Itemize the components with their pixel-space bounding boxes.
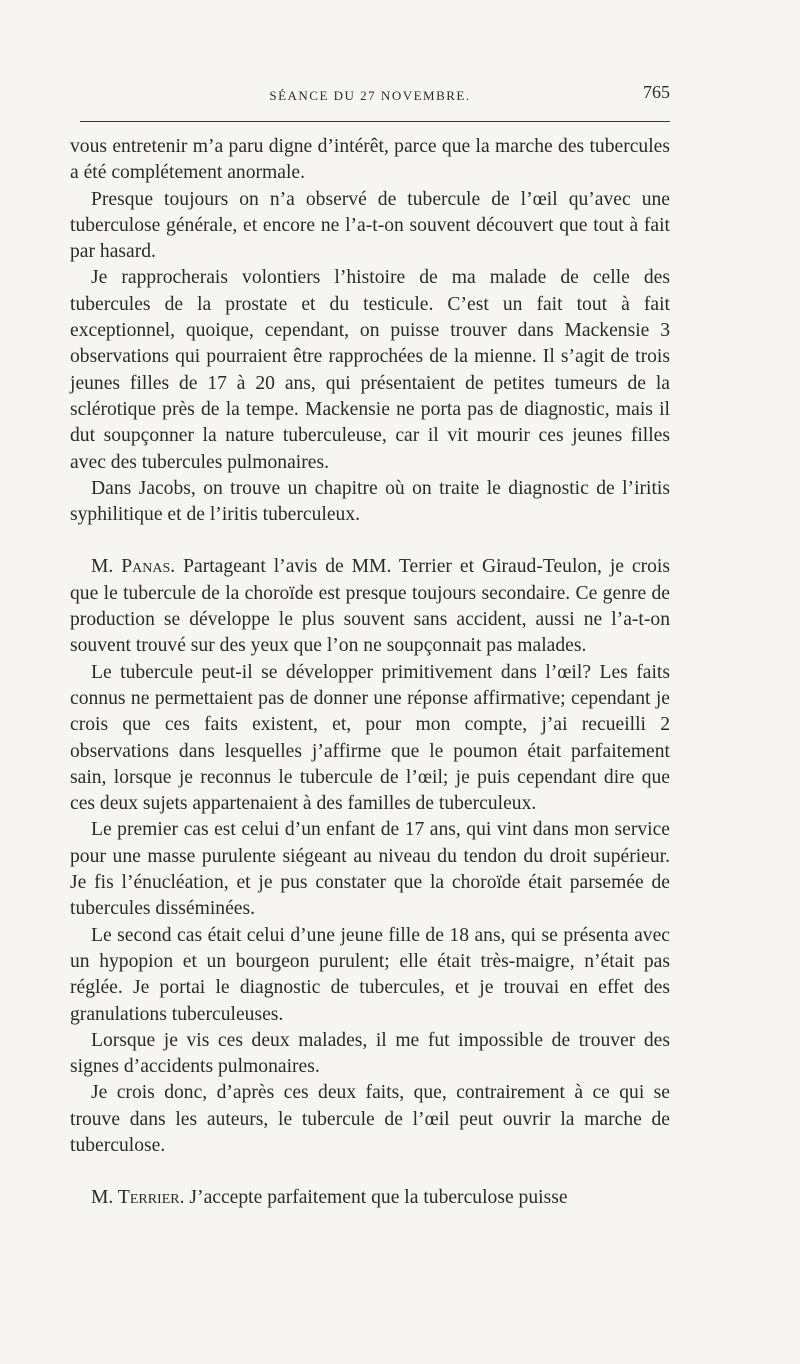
- speech-text: J’accepte parfaitement que la tuberculose puisse: [189, 1187, 568, 1209]
- body-text: [70, 134, 670, 1212]
- speaker-name: M. Terrier.: [91, 1187, 185, 1209]
- paragraph: Dans Jacobs, on trouve un chapitre où on traite le diagnostic de l’iritis syphilitique et de l’iritis tuberculeux.: [70, 477, 670, 526]
- paragraph: vous entretenir m’a paru digne d’intérêt, parce que la marche des tubercules a été complétement anormale.: [70, 136, 670, 184]
- speech-text: Partageant l’avis de MM. Terrier et Giraud-Teulon, je crois que le tubercule de la choroïde est presque toujours secondaire. Ce genre de production se développe le plus souvent sans accident, aussi ne l’a-t-on souvent trouvé sur des yeux que l’on ne soupçonnait pas malades.: [70, 556, 670, 657]
- paragraph: Le premier cas est celui d’un enfant de 17 ans, qui vint dans mon service pour une masse purulente siégeant au niveau du tendon du droit supérieur. Je fis l’énucléation, et je pus constater que la choroïde était parsemée de tubercules disséminées.: [70, 819, 670, 920]
- header-rule: [80, 121, 670, 122]
- paragraph: Presque toujours on n’a observé de tubercule de l’œil qu’avec une tuberculose générale, et encore ne l’a-t-on souvent découvert que tout à fait par hasard.: [70, 188, 670, 263]
- running-title: SÉANCE DU 27 NOVEMBRE.: [269, 88, 471, 103]
- page-number: 765: [643, 82, 670, 102]
- panas-intervention: [70, 554, 670, 659]
- paragraph: Le second cas était celui d’une jeune fille de 18 ans, qui se présenta avec un hypopion et un bourgeon purulent; elle était très-maigre, n’était pas réglée. Je portai le diagnostic de tubercules, et je trouvai en effet des granulations tuberculeuses.: [70, 924, 670, 1025]
- paragraph: Je crois donc, d’après ces deux faits, que, contrairement à ce qui se trouve dans les auteurs, le tubercule de l’œil peut ouvrir la marche de tuberculose.: [70, 1082, 670, 1156]
- paragraph: Je rapprocherais volontiers l’histoire de ma malade de celle des tubercules de la prostate et du testicule. C’est un fait tout à fait exceptionnel, quoique, cependant, on puisse trouver dans Mackensie 3 observations qui pourraient être rapprochées de la mienne. Il s’agit de trois jeunes filles de 17 à 20 ans, qui présentaient de petites tumeurs de la sclérotique près de la tempe. Mackensie ne porta pas de diagnostic, mais il dut soupçonner la nature tuberculeuse, car il vit mourir ces jeunes filles avec des tubercules pulmonaires.: [70, 267, 670, 473]
- speaker-name: M. Panas.: [91, 556, 176, 578]
- terrier-intervention: [70, 1185, 670, 1211]
- page-header: [70, 82, 670, 108]
- book-page: [70, 82, 670, 1212]
- paragraph: Lorsque je vis ces deux malades, il me fut impossible de trouver des signes d’accidents pulmonaires.: [70, 1029, 670, 1078]
- paragraph: Le tubercule peut-il se développer primitivement dans l’œil? Les faits connus ne permettaient pas de donner une réponse affirmative; cependant je crois que ces faits existent, et, pour mon compte, j’ai recueilli 2 observations dans lesquelles j’affirme que le poumon était parfaitement sain, lorsque je reconnus le tubercule de l’œil; je puis cependant dire que ces deux sujets appartenaient à des familles de tuberculeux.: [70, 661, 670, 815]
